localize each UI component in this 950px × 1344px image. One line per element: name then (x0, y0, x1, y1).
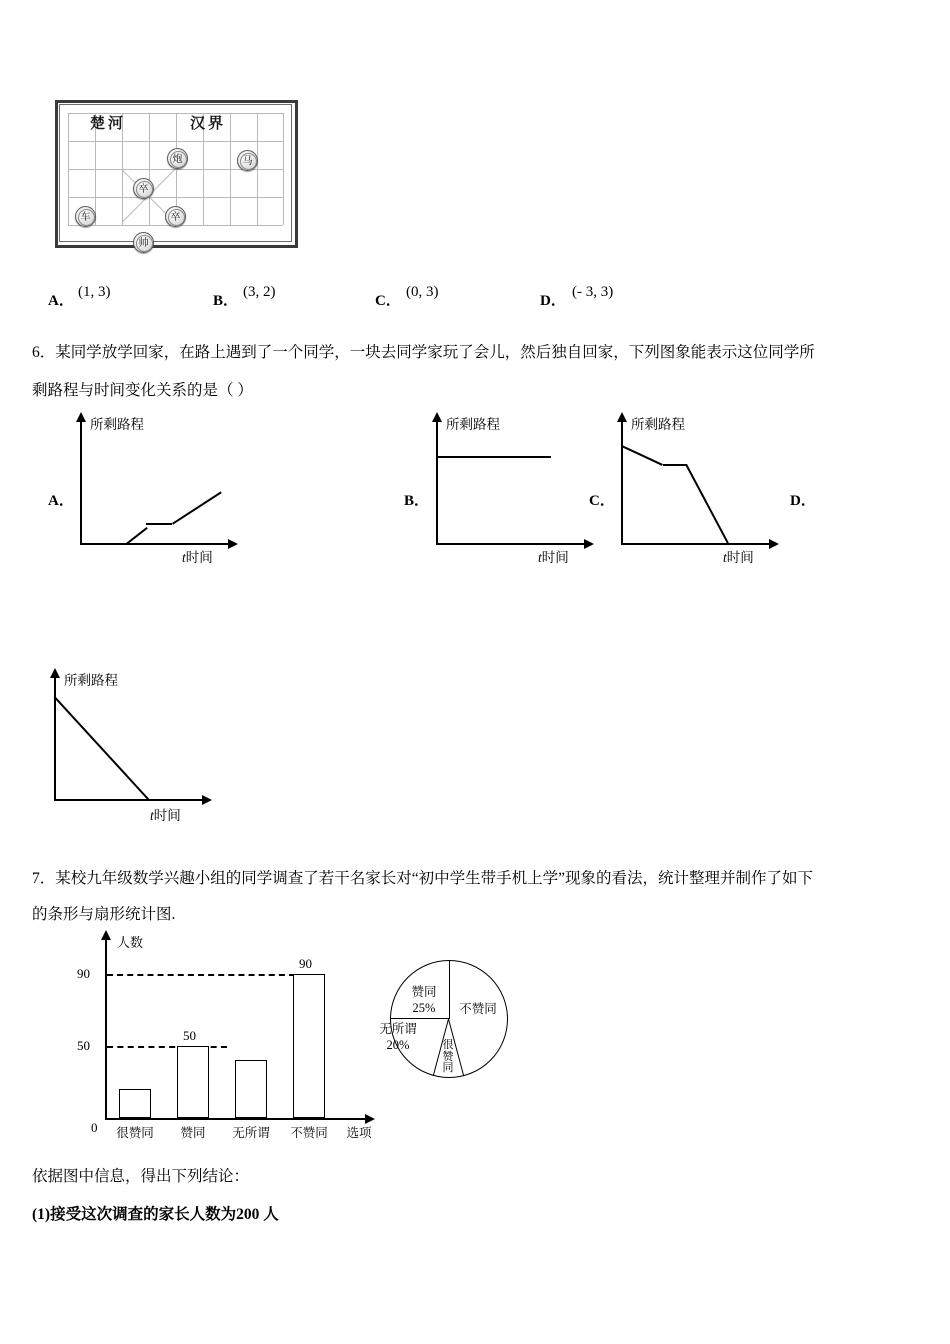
chess-piece (75, 206, 96, 227)
x-axis-label-text: 时间 (153, 808, 181, 823)
x-axis (621, 543, 771, 545)
q5-option-c-letter: C． (375, 293, 401, 309)
curve-seg (436, 456, 551, 458)
x-axis-arrow (769, 539, 779, 549)
y-tick-0: 0 (91, 1120, 98, 1135)
graph-option-a (62, 412, 242, 567)
piece-ring (240, 153, 257, 170)
bar-value-不赞同: 90 (299, 956, 312, 971)
q5-option-d-letter: D． (540, 293, 566, 309)
graph-option-b (418, 412, 598, 567)
y-axis (80, 420, 82, 545)
pie-label-不赞同: 不赞同 (459, 1002, 497, 1016)
x-axis-label-text: 时间 (185, 550, 213, 565)
pie-label-text: 无所谓 (379, 1022, 417, 1036)
pie-percent-25: 25% (412, 1000, 436, 1015)
piece-label: 炮 (172, 154, 183, 165)
q5-option-a-value: (1, 3) (78, 284, 111, 300)
y-axis-label: 所剩路程 (631, 417, 685, 432)
y-tick-90: 90 (77, 966, 90, 981)
pie-percent-20: 20% (386, 1037, 410, 1052)
piece-ring (78, 209, 95, 226)
river-label-left: 楚河 (90, 116, 127, 132)
chess-piece (237, 150, 258, 171)
x-axis-label (723, 546, 754, 566)
chess-grid-v (149, 113, 150, 225)
category-label-无所谓: 无所谓 (232, 1126, 270, 1140)
y-axis-label: 人数 (117, 935, 144, 950)
y-axis (105, 938, 107, 1120)
y-axis (54, 676, 56, 801)
x-axis-arrow (202, 795, 212, 805)
q5-option-b-letter: B． (213, 293, 239, 309)
x-axis-label (538, 546, 569, 566)
y-axis-label: 所剩路程 (64, 673, 118, 688)
question-7-line-1: 7．某校九年级数学兴趣小组的同学调查了若干名家长对“初中学生带手机上学”现象的看法，统计整理并制作了如下 (32, 870, 814, 887)
q6-option-c-letter: C． (589, 493, 615, 509)
pie-label-无所谓 (368, 1022, 428, 1053)
category-label-很赞同: 很赞同 (116, 1126, 154, 1140)
curve-seg (126, 527, 147, 544)
x-axis-label-text: 时间 (726, 550, 754, 565)
y-axis (436, 420, 438, 545)
conclusion-intro: 依据图中信息，得出下列结论： (32, 1168, 250, 1185)
gridline-50 (107, 1046, 227, 1048)
piece-label: 卒 (170, 212, 181, 223)
x-axis-label (182, 546, 213, 566)
question-6-line-1: 6．某同学放学回家，在路上遇到了一个同学，一块去同学家玩了会儿，然后独自回家，下列图象能表示这位同学所 (32, 344, 815, 361)
chess-grid-v (68, 113, 69, 225)
q6-option-d-letter: D． (790, 493, 816, 509)
conclusion-1: (1)接受这次调查的家长人数为200 人 (32, 1206, 279, 1223)
chess-grid-v (257, 113, 258, 225)
chess-grid-v (283, 113, 284, 225)
chess-piece (167, 148, 188, 169)
x-axis (54, 799, 204, 801)
q6-option-a-letter: A． (48, 493, 74, 509)
x-axis (105, 1118, 367, 1120)
question-6-line-2: 剩路程与时间变化关系的是（ ） (32, 382, 253, 399)
piece-ring (136, 235, 153, 252)
graph-option-d (40, 668, 240, 838)
x-axis-var: t (150, 808, 154, 823)
x-axis-arrow (228, 539, 238, 549)
curve-seg (80, 543, 126, 545)
curve-seg (663, 464, 687, 466)
gridline-90 (107, 974, 295, 976)
piece-ring (170, 151, 187, 168)
pie-label-很赞同: 很 赞 同 (442, 1039, 454, 1075)
x-axis-label-text: 时间 (541, 550, 569, 565)
question-7-line-2: 的条形与扇形统计图. (32, 906, 176, 923)
q5-option-a-letter: A． (48, 293, 74, 309)
piece-label: 车 (80, 212, 91, 223)
piece-label: 马 (242, 156, 253, 167)
x-axis-var: t (538, 550, 542, 565)
curve-seg (686, 464, 729, 544)
piece-label: 帅 (138, 238, 149, 249)
q5-option-c-value: (0, 3) (406, 284, 439, 300)
q5-option-b-value: (3, 2) (243, 284, 276, 300)
category-label-赞同: 赞同 (180, 1126, 206, 1140)
curve-seg (54, 696, 150, 800)
pie-label-text: 赞同 (411, 985, 437, 999)
piece-label: 卒 (138, 184, 149, 195)
pie-chart (379, 960, 525, 1095)
y-axis-label: 所剩路程 (90, 417, 144, 432)
piece-ring (168, 209, 185, 226)
bar-value-赞同: 50 (183, 1028, 196, 1043)
bar-无所谓 (235, 1060, 267, 1118)
pie-label-赞同 (400, 985, 448, 1016)
chess-piece (133, 232, 154, 253)
bar-chart (45, 930, 385, 1145)
bar-很赞同 (119, 1089, 151, 1118)
bar-不赞同 (293, 974, 325, 1118)
bar-赞同 (177, 1046, 209, 1118)
chess-board-figure (55, 100, 300, 255)
x-axis-var: t (723, 550, 727, 565)
pie-spoke-3 (390, 1018, 449, 1019)
x-axis-label: 选项 (346, 1126, 372, 1140)
x-axis-var: t (182, 550, 186, 565)
x-axis-arrow (584, 539, 594, 549)
y-tick-50: 50 (77, 1038, 90, 1053)
y-axis (621, 420, 623, 545)
pie-spoke-0 (449, 960, 450, 1019)
chess-piece (165, 206, 186, 227)
curve-seg (146, 523, 172, 525)
graph-option-c (603, 412, 783, 567)
x-axis-label (150, 804, 181, 824)
curve-seg (172, 491, 222, 524)
y-axis-label: 所剩路程 (446, 417, 500, 432)
chess-grid-v (230, 113, 231, 225)
x-axis (436, 543, 586, 545)
q5-option-d-value: (- 3, 3) (572, 284, 614, 300)
river-label-right: 汉界 (190, 116, 227, 132)
x-axis-arrow (365, 1114, 375, 1124)
q6-option-b-letter: B． (404, 493, 430, 509)
piece-ring (136, 181, 153, 198)
curve-seg (621, 445, 663, 466)
category-label-不赞同: 不赞同 (290, 1126, 328, 1140)
chess-piece (133, 178, 154, 199)
